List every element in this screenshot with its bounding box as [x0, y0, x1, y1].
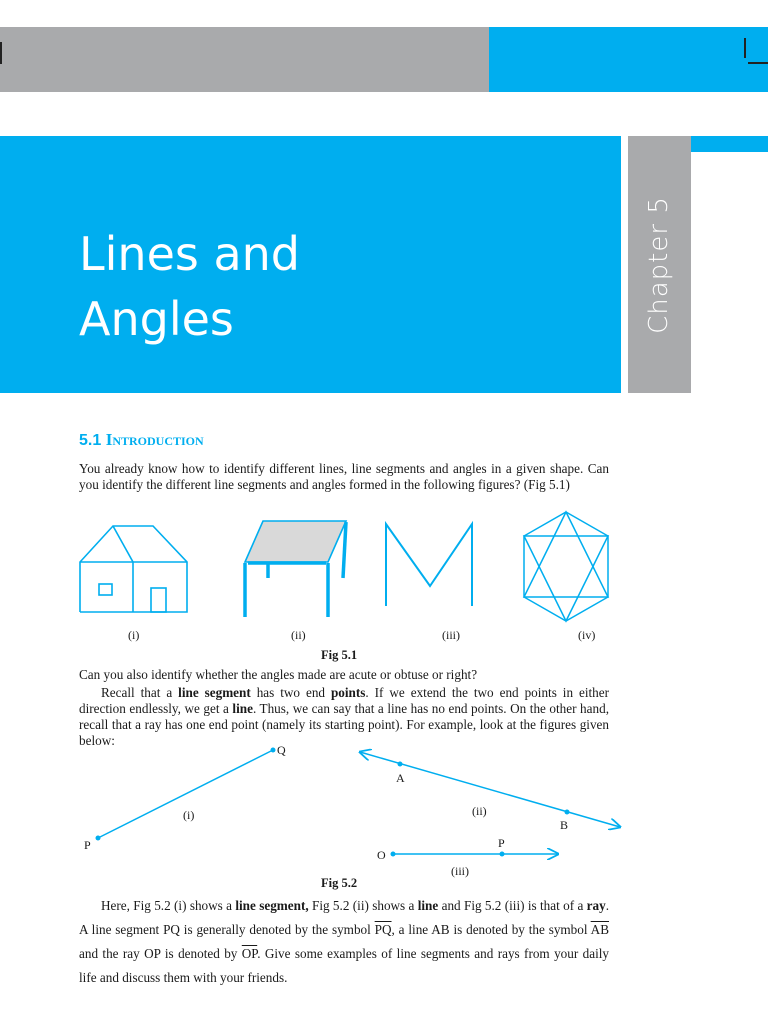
- fig-label: (ii): [472, 804, 487, 818]
- term-points: points: [330, 685, 366, 700]
- fig-label: (i): [183, 808, 195, 822]
- section-number: 5.1: [79, 432, 102, 449]
- intro-paragraph: You already know how to identify different lines, line segments and angles in a given shape. Can you identify the different line segments and angles formed in the following figures? (Fig 5.1): [79, 461, 609, 492]
- symbol-pq: $\overline{PQ}$: [374, 922, 392, 937]
- line-ab: [360, 752, 620, 827]
- closing-paragraph: Here, Fig 5.2 (i) shows a line segment, Fig 5.2 (ii) shows a line and Fig 5.2 (iii) is that of a ray. A line segment PQ is generally denoted by the symbol $\overline{PQ}$, a line AB is denoted by the symbol $\overline{AB}$ and the ray OP is denoted by $\overline{OP}$. Give some examples of line segments and rays from your daily life and discuss them with your friends.: [79, 898, 609, 985]
- point-label-q: Q: [277, 743, 286, 757]
- fig-label: (iv): [578, 628, 596, 642]
- segment-pq: [96, 748, 276, 841]
- fig-label: (iii): [442, 628, 460, 642]
- question-text: Can you also identify whether the angles made are acute or obtuse or right?: [79, 667, 478, 682]
- recall-paragraph: Recall that a line segment has two end points. If we extend the two end points in either direction endlessly, we get a line. Thus, we can say that a line has no end points. On the other hand, recall that a ray has one end point (namely its starting point). For example, look at the figures given below:: [79, 685, 610, 748]
- point-label-p: P: [498, 836, 505, 850]
- term-line-segment: line segment,: [235, 898, 309, 913]
- point-label-a: A: [396, 771, 405, 785]
- chapter-label: Chapter 5: [644, 196, 674, 334]
- term-line: line: [417, 898, 439, 913]
- point-label-b: B: [560, 818, 569, 832]
- chapter-title-line: Lines and: [79, 227, 300, 281]
- point-label-p: P: [84, 838, 91, 852]
- chapter-title-line: Angles: [79, 292, 234, 346]
- fig-label: (iii): [451, 864, 469, 878]
- symbol-op: $\overline{OP}$: [241, 946, 258, 961]
- term-ray: ray: [586, 898, 606, 913]
- symbol-ab: $\overline{AB}$: [590, 922, 609, 937]
- fig-label: (ii): [291, 628, 306, 642]
- term-line-segment: line segment: [178, 685, 251, 700]
- figure-caption: Fig 5.2: [321, 876, 358, 890]
- term-line: line: [232, 701, 253, 716]
- figure-caption: Fig 5.1: [321, 648, 358, 662]
- fig-label: (i): [128, 628, 140, 642]
- point-label-o: O: [377, 848, 386, 862]
- section-title: Introduction: [105, 430, 204, 449]
- ray-op: [391, 852, 559, 857]
